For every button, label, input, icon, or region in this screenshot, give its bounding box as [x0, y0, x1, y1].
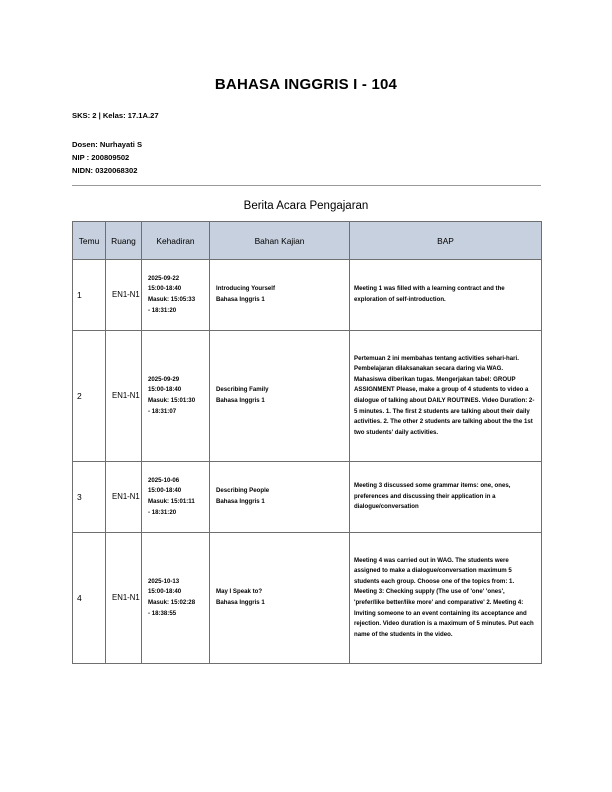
divider-line [72, 185, 541, 186]
table-row [73, 260, 542, 331]
table-row [73, 462, 542, 533]
cell-ruang: EN1-N1 [106, 533, 142, 664]
cell-bahan-kajian: Describing Family Bahasa Inggris 1 [210, 331, 350, 462]
cell-kehadiran: 2025-10-06 15:00-18:40 Masuk: 15:01:11 - 18:31:20 [142, 462, 210, 533]
header-temu: Temu [73, 222, 106, 260]
header-bahan-kajian: Bahan Kajian [210, 222, 350, 260]
cell-temu: 3 [73, 462, 106, 533]
nidn-text: NIDN: 0320068302 [72, 166, 138, 175]
section-title: Berita Acara Pengajaran [243, 200, 369, 212]
header-kehadiran: Kehadiran [142, 222, 210, 260]
cell-temu: 4 [73, 533, 106, 664]
cell-bap: Pertemuan 2 ini membahas tentang activities sehari-hari. Pembelajaran dilaksanakan secara daring via WAG. Mahasiswa diberikan tugas. Mengerjakan tabel: GROUP ASSIGNMENT Please, make a group of 4 students to video a dialogue of talking about DAILY ROUTINES. Video Duration: 2-5 minutes. 1. The first 2 students are talking about their daily activities. 2. The other 2 students are talking about the the 1st two students' daily activities. [350, 331, 542, 462]
cell-ruang: EN1-N1 [106, 260, 142, 331]
header-bap: BAP [350, 222, 542, 260]
cell-bahan-kajian: May I Speak to? Bahasa Inggris 1 [210, 533, 350, 664]
cell-kehadiran: 2025-09-22 15:00-18:40 Masuk: 15:05:33 - 18:31:20 [142, 260, 210, 331]
bap-table [72, 221, 542, 664]
table-row [73, 331, 542, 462]
sks-kelas-text: SKS: 2 | Kelas: 17.1A.27 [72, 111, 159, 120]
cell-kehadiran: 2025-09-29 15:00-18:40 Masuk: 15:01:30 - 18:31:07 [142, 331, 210, 462]
table-row [73, 533, 542, 664]
page-title: BAHASA INGGRIS I - 104 [214, 76, 398, 93]
header-ruang: Ruang [106, 222, 142, 260]
cell-bap: Meeting 3 discussed some grammar items: one, ones, preferences and discussing their application in a dialogue/conversation [350, 462, 542, 533]
cell-ruang: EN1-N1 [106, 331, 142, 462]
dosen-text: Dosen: Nurhayati S [72, 140, 143, 149]
cell-ruang: EN1-N1 [106, 462, 142, 533]
cell-temu: 2 [73, 331, 106, 462]
cell-bap: Meeting 4 was carried out in WAG. The students were assigned to make a dialogue/conversation maximum 5 students each group. Choose one of the topics from: 1. Meeting 3: Checking supply (The use of 'one' 'ones', 'prefer/like better/like more' and comparative' 2. Meeting 4: Inviting someone to an event containing its acceptance and rejection. Video duration is a maximum of 5 minutes. Put each name of the students in the video. [350, 533, 542, 664]
cell-temu: 1 [73, 260, 106, 331]
cell-kehadiran: 2025-10-13 15:00-18:40 Masuk: 15:02:28 - 18:38:55 [142, 533, 210, 664]
cell-bahan-kajian: Introducing Yourself Bahasa Inggris 1 [210, 260, 350, 331]
cell-bap: Meeting 1 was filled with a learning contract and the exploration of self-introduction. [350, 260, 542, 331]
nip-text: NIP : 200809502 [72, 153, 130, 162]
cell-bahan-kajian: Describing People Bahasa Inggris 1 [210, 462, 350, 533]
table-header-row [73, 222, 542, 260]
